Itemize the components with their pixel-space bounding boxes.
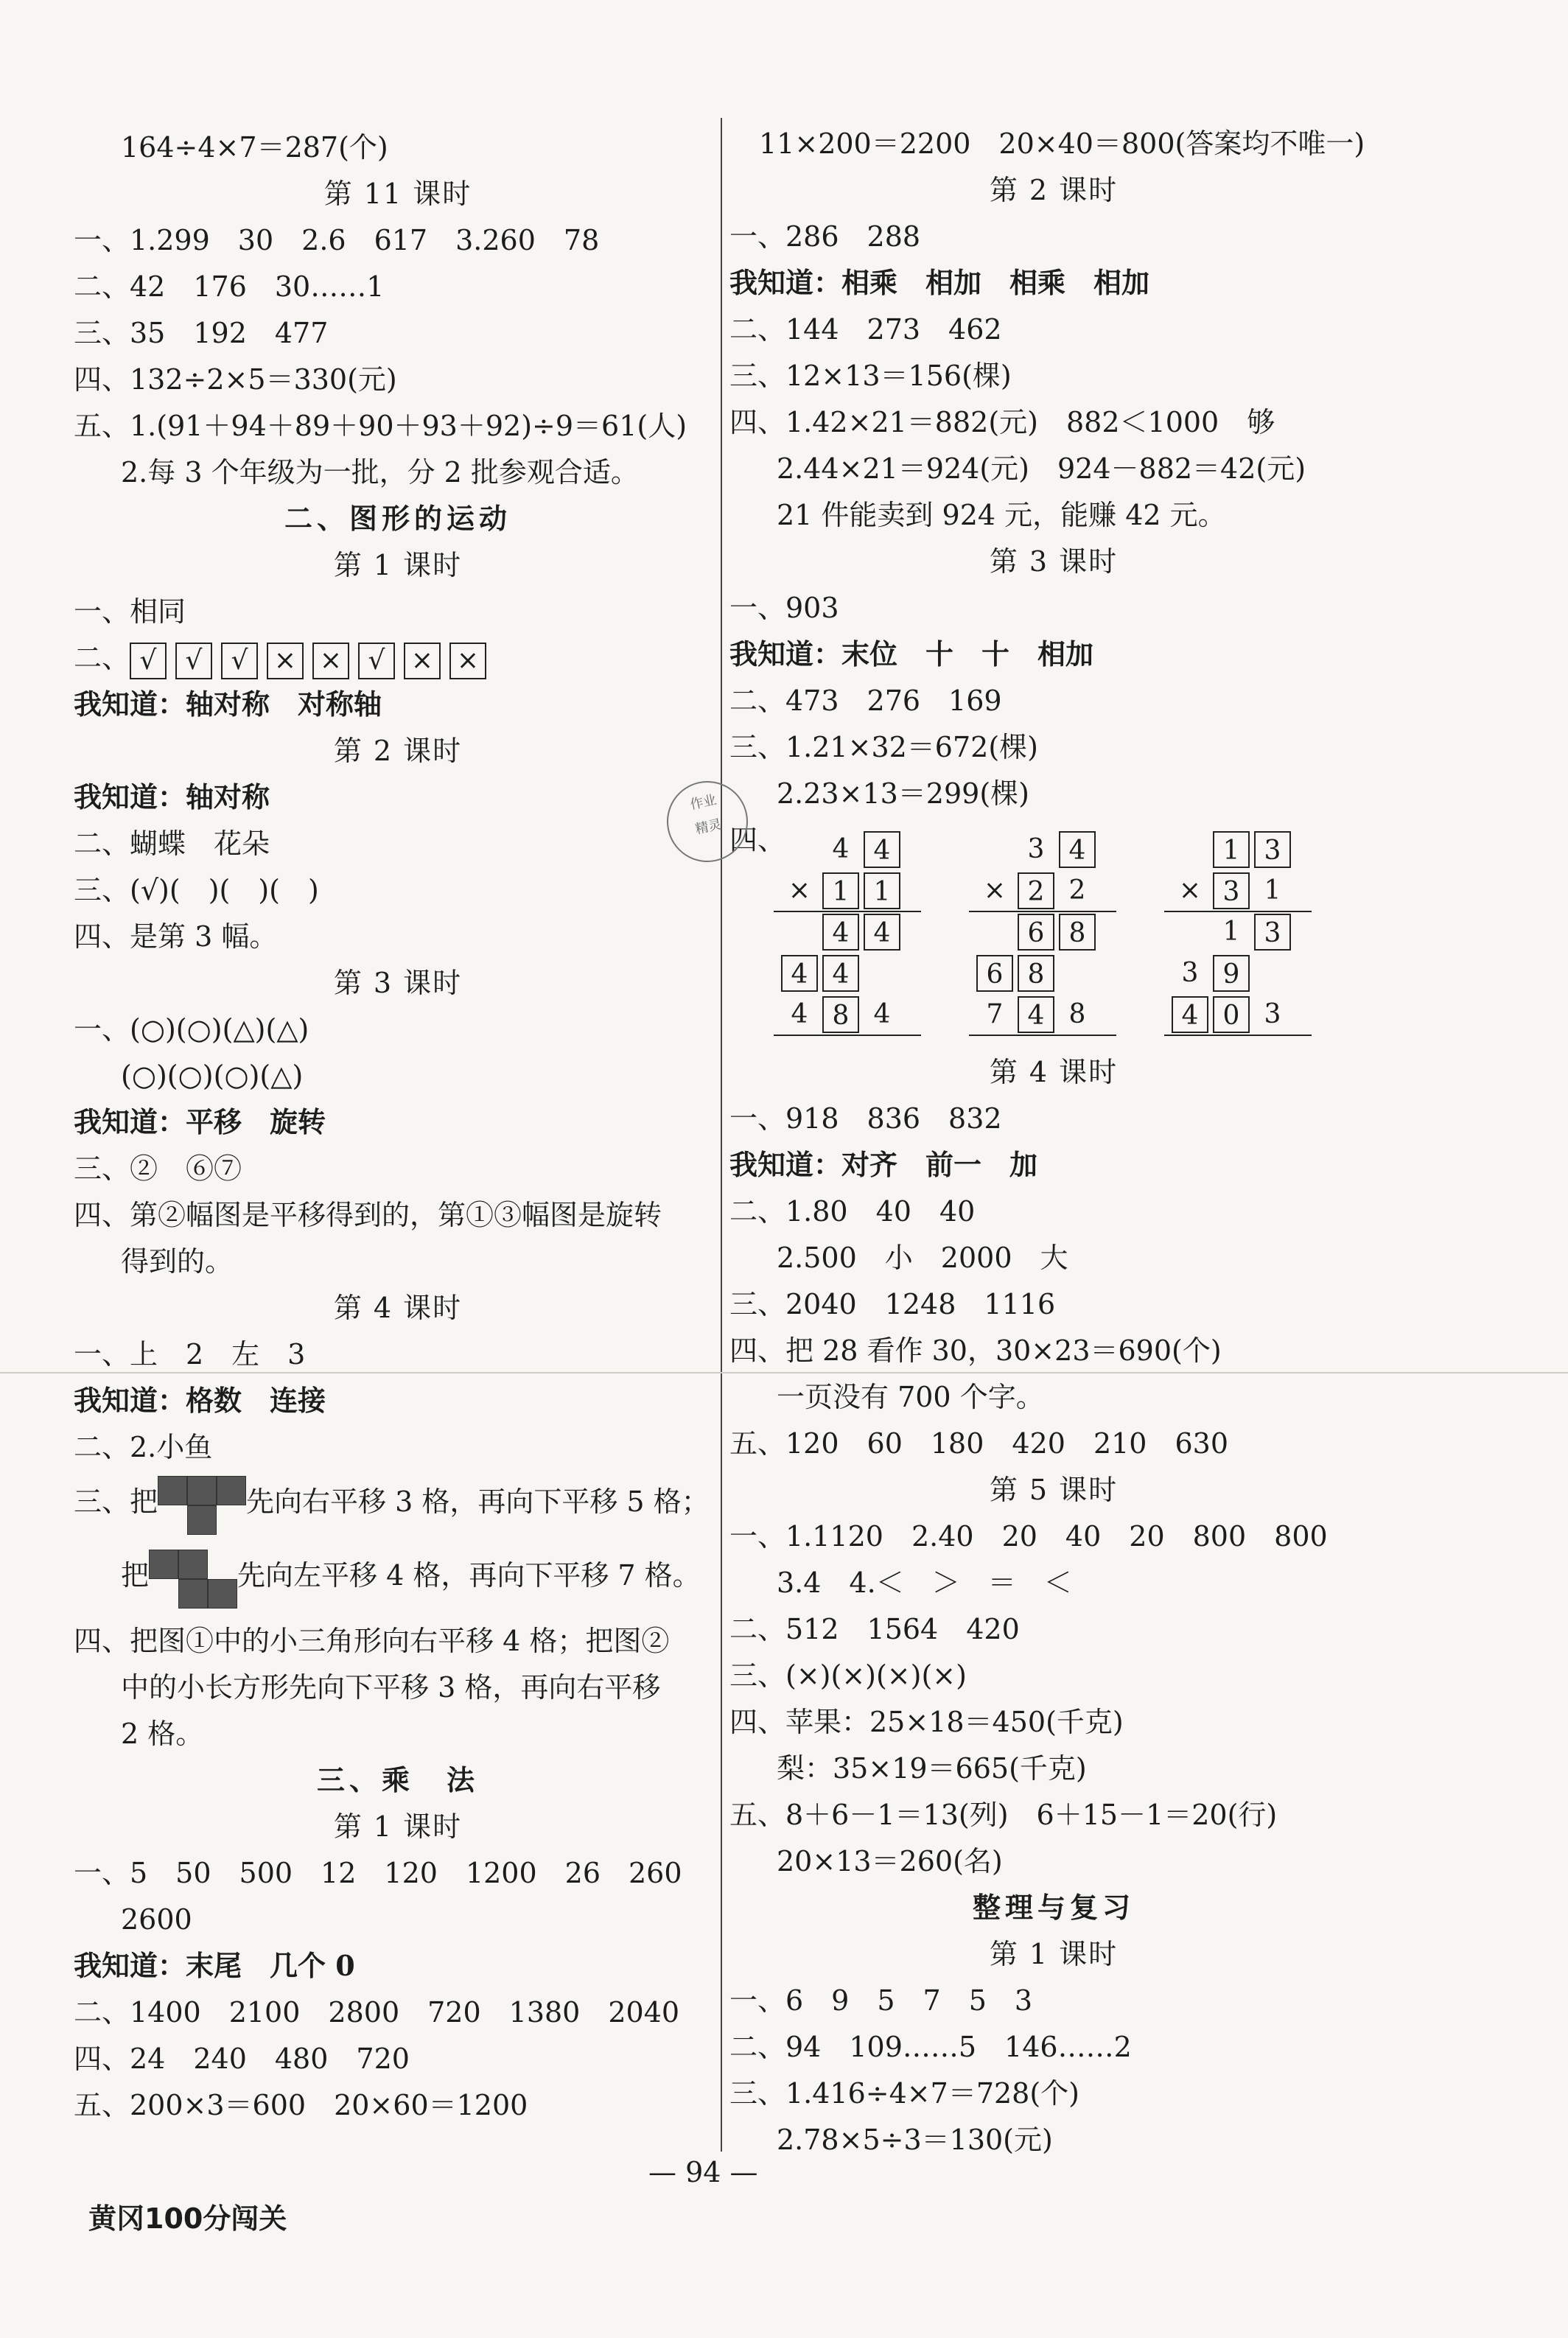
answer-text: 第 3 课时 xyxy=(333,967,463,999)
answer-text: 得到的。 xyxy=(121,1245,234,1278)
answer-line xyxy=(74,263,384,310)
tetromino-shape-icon xyxy=(149,1547,237,1610)
answer-text: 20×13＝260(名) xyxy=(777,1845,1003,1877)
answer-line xyxy=(74,170,722,217)
answer-line xyxy=(74,1191,662,1239)
answer-line xyxy=(729,1606,1020,1653)
digit: 4 xyxy=(832,834,850,864)
answer-text: 2.每 3 个年级为一批，分 2 批参观合适。 xyxy=(121,456,639,489)
digit xyxy=(1059,955,1096,992)
answer-line xyxy=(729,584,839,631)
filled-digit-box: 8 xyxy=(1059,914,1096,951)
answer-line xyxy=(729,1095,1002,1142)
answer-text: 三、(×)(×)(×)(×) xyxy=(729,1659,967,1692)
answer-text: 第 4 课时 xyxy=(989,1056,1119,1088)
answer-text: 我知道：对齐 前一 加 xyxy=(729,1148,1038,1181)
sum-line xyxy=(1164,911,1312,912)
answer-text: 一、(○)(○)(△)(△) xyxy=(74,1013,309,1046)
filled-digit-box: 3 xyxy=(1254,831,1291,868)
digit xyxy=(976,831,1013,868)
sum-line xyxy=(1164,1035,1312,1036)
answer-line xyxy=(729,1513,1328,1560)
answer-line xyxy=(729,1791,1277,1838)
answer-text: 我知道：轴对称 对称轴 xyxy=(74,687,382,721)
answer-line xyxy=(729,1188,975,1235)
answer-text: 11×200＝2200 20×40＝800(答案均不唯一) xyxy=(759,127,1365,160)
answer-line xyxy=(74,820,270,867)
filled-digit-box: 4 xyxy=(781,955,818,992)
answer-line xyxy=(74,1052,303,1099)
filled-digit-box: 8 xyxy=(822,996,859,1033)
answer-text: 三、1.21×32＝672(棵) xyxy=(729,731,1038,763)
answer-text: 2.500 小 2000 大 xyxy=(777,1242,1068,1274)
answer-line xyxy=(74,913,277,960)
answer-text: 第 2 课时 xyxy=(989,174,1119,206)
answer-text: 一、1.299 30 2.6 617 3.260 78 xyxy=(74,224,600,256)
filled-digit-box: 4 xyxy=(822,955,859,992)
answer-line xyxy=(74,1664,660,1711)
answer-text: 2.44×21＝924(元) 924－882＝42(元) xyxy=(777,452,1306,485)
sum-line xyxy=(774,1035,921,1036)
brand-logo: 黄冈100分闯关 xyxy=(88,2202,287,2235)
digit: 7 xyxy=(986,999,1004,1029)
filled-digit-box: 3 xyxy=(1254,914,1291,951)
answer-line xyxy=(74,1710,203,1757)
answer-text: 一、相同 xyxy=(74,595,186,628)
answer-text: 2.23×13＝299(棵) xyxy=(777,777,1029,810)
answer-line xyxy=(74,1006,309,1053)
answer-text: 四、把 28 看作 30，30×23＝690(个) xyxy=(729,1334,1222,1367)
answer-text: 先向左平移 4 格，再向下平移 7 格。 xyxy=(237,1559,701,1592)
answer-line xyxy=(729,445,1306,492)
filled-digit-box: 4 xyxy=(1018,996,1054,1033)
answer-text: 三、乘 法 xyxy=(316,1763,479,1796)
watermark-stamp: 作业 精灵 xyxy=(659,774,755,869)
answer-line xyxy=(729,491,1226,539)
answer-text: 第 2 课时 xyxy=(333,735,463,767)
answer-text: 中的小长方形先向下平移 3 格，再向右平移 xyxy=(121,1671,661,1704)
digit: 4 xyxy=(791,999,808,1029)
digit xyxy=(864,955,900,992)
answer-line xyxy=(74,1544,701,1607)
answer-line xyxy=(729,1698,1124,1746)
judgement-box: √ xyxy=(221,643,258,679)
sum-line xyxy=(969,911,1116,912)
answer-text: 四、第②幅图是平移得到的，第①③幅图是旋转 xyxy=(74,1199,662,1231)
answer-line xyxy=(729,1838,1003,1885)
judgement-box: √ xyxy=(130,643,167,679)
judgement-boxes xyxy=(130,643,486,679)
answer-line xyxy=(729,2023,1132,2071)
answer-line xyxy=(729,259,1149,307)
answer-line xyxy=(74,402,687,449)
digit xyxy=(976,914,1013,951)
answer-text: 21 件能卖到 924 元，能赚 42 元。 xyxy=(777,499,1226,531)
answer-line xyxy=(729,1466,1378,1513)
digit: 8 xyxy=(1068,999,1086,1029)
digit xyxy=(781,914,818,951)
answer-text: 三、(√)( )( )( ) xyxy=(74,874,319,906)
sum-line xyxy=(774,911,921,912)
filled-digit-box: 8 xyxy=(1018,955,1054,992)
page-crease xyxy=(0,1372,1568,1373)
answer-text: 一、903 xyxy=(729,592,839,624)
digit: 2 xyxy=(1068,875,1086,906)
answer-line xyxy=(729,1373,1044,1421)
answer-text: 一、5 50 500 12 120 1200 26 260 xyxy=(74,1857,682,1889)
page-number: — 94 — xyxy=(648,2156,758,2188)
answer-text: 我知道：相乘 相加 相乘 相加 xyxy=(729,266,1150,299)
answer-text: 二、1400 2100 2800 720 1380 2040 xyxy=(74,1996,680,2029)
answer-line xyxy=(729,1977,1032,2024)
answer-line xyxy=(729,1420,1228,1467)
answer-line xyxy=(74,2082,528,2129)
answer-text: 三、12×13＝156(棵) xyxy=(729,360,1012,392)
answer-text: 一页没有 700 个字。 xyxy=(777,1381,1044,1413)
answer-line xyxy=(74,634,486,682)
answer-text: 四、24 240 480 720 xyxy=(74,2043,410,2075)
filled-digit-box: 1 xyxy=(1213,831,1250,868)
judgement-box: × xyxy=(404,643,441,679)
digit: 3 xyxy=(1027,834,1045,864)
answer-text: 我知道：格数 连接 xyxy=(74,1384,326,1417)
answer-line xyxy=(729,1745,1087,1792)
answer-text: 五、1.(91＋94＋89＋90＋93＋92)÷9＝61(人) xyxy=(74,410,687,442)
answer-text: 三、② ⑥⑦ xyxy=(74,1152,242,1185)
answer-text: 二、2.小鱼 xyxy=(74,1431,213,1463)
answer-line xyxy=(729,1652,967,1699)
answer-text: 第 5 课时 xyxy=(989,1474,1119,1506)
answer-line xyxy=(74,1145,242,1192)
answer-line xyxy=(729,1141,1037,1189)
answer-text: 2600 xyxy=(121,1903,192,1936)
digit: × xyxy=(788,875,811,906)
answer-text: 我知道：末位 十 十 相加 xyxy=(729,637,1094,671)
digit: 1 xyxy=(1222,917,1240,947)
judgement-box: × xyxy=(267,643,304,679)
answer-text: 二、蝴蝶 花朵 xyxy=(74,827,270,860)
answer-text: 先向右平移 3 格，再向下平移 5 格； xyxy=(246,1485,710,1518)
filled-digit-box: 6 xyxy=(976,955,1013,992)
answer-text: 三、35 192 477 xyxy=(74,317,329,349)
answer-line xyxy=(729,1327,1222,1374)
answer-text: 2 格。 xyxy=(121,1718,204,1750)
answer-text: 第 1 课时 xyxy=(989,1938,1119,1970)
answer-line xyxy=(74,1989,679,2036)
answer-text: 一、6 9 5 7 5 3 xyxy=(729,1984,1033,2017)
answer-text: 我知道：轴对称 xyxy=(74,780,270,813)
answer-text: 五、120 60 180 420 210 630 xyxy=(729,1427,1229,1460)
answer-line xyxy=(74,542,722,589)
answer-text: 梨：35×19＝665(千克) xyxy=(777,1752,1087,1785)
answer-line xyxy=(74,1470,710,1533)
answer-text: 第 1 课时 xyxy=(333,1810,463,1843)
answer-text: 整理与复习 xyxy=(972,1891,1135,1924)
answer-line xyxy=(74,217,599,264)
answer-text: 五、8＋6－1＝13(列) 6＋15－1＝20(行) xyxy=(729,1799,1278,1831)
answer-line xyxy=(729,167,1378,214)
answer-line xyxy=(74,867,319,914)
answer-line xyxy=(74,1424,212,1471)
answer-text: 一、上 2 左 3 xyxy=(74,1338,306,1371)
answer-line xyxy=(74,1896,192,1943)
judgement-box: × xyxy=(449,643,486,679)
answer-text: 二、 xyxy=(74,642,130,674)
answer-line xyxy=(74,2035,410,2082)
answer-text: 我知道：末尾 几个 0 xyxy=(74,1949,355,1982)
filled-digit-box: 4 xyxy=(864,831,900,868)
answer-text: 二、512 1564 420 xyxy=(729,1613,1020,1645)
answer-line xyxy=(74,449,639,496)
answer-line xyxy=(729,120,1365,167)
answer-text: 二、42 176 30……1 xyxy=(74,270,385,303)
answer-text: 五、200×3＝600 20×60＝1200 xyxy=(74,2089,528,2121)
answer-line xyxy=(729,538,1378,585)
filled-digit-box: 6 xyxy=(1018,914,1054,951)
filled-digit-box: 2 xyxy=(1018,872,1054,909)
answer-text: 3.4 4.＜ ＞ ＝ ＜ xyxy=(777,1567,1072,1599)
answer-text: 三、把 xyxy=(74,1485,158,1518)
answer-line xyxy=(729,631,1093,678)
answer-line xyxy=(74,1849,682,1897)
answer-line xyxy=(74,1331,305,1378)
digit: 4 xyxy=(873,999,891,1029)
answer-line xyxy=(74,774,270,821)
answer-text: 第 4 课时 xyxy=(333,1292,463,1324)
answer-text: 四、 xyxy=(729,824,786,856)
answer-text: 四、1.42×21＝882(元) 882＜1000 够 xyxy=(729,406,1275,438)
answer-line xyxy=(74,1284,722,1331)
sum-line xyxy=(969,1035,1116,1036)
answer-line xyxy=(729,1281,1055,1328)
answer-text: (○)(○)(○)(△) xyxy=(121,1060,304,1092)
answer-line xyxy=(74,1377,326,1424)
digit: × xyxy=(983,875,1007,906)
filled-digit-box: 4 xyxy=(1172,996,1208,1033)
digit: × xyxy=(1178,875,1202,906)
answer-line xyxy=(729,352,1012,399)
judgement-box: × xyxy=(312,643,349,679)
digit xyxy=(781,831,818,868)
answer-line xyxy=(74,1099,326,1146)
answer-line xyxy=(74,309,328,357)
filled-digit-box: 4 xyxy=(1059,831,1096,868)
answer-text: 我知道：平移 旋转 xyxy=(74,1105,326,1138)
judgement-box: √ xyxy=(358,643,395,679)
answer-line xyxy=(74,124,388,171)
answer-line xyxy=(74,1803,722,1850)
digit xyxy=(1172,914,1208,951)
answer-line xyxy=(729,1049,1378,1096)
digit xyxy=(1254,955,1291,992)
answer-text: 三、2040 1248 1116 xyxy=(729,1288,1056,1320)
answer-line xyxy=(729,1931,1378,1978)
tetromino-shape-icon xyxy=(158,1473,246,1536)
answer-text: 四、把图①中的小三角形向右平移 4 格；把图② xyxy=(74,1625,670,1657)
answer-text: 164÷4×7＝287(个) xyxy=(121,131,388,164)
answer-line xyxy=(74,1238,233,1285)
answer-line xyxy=(74,1757,722,1804)
answer-text: 二、144 273 462 xyxy=(729,313,1002,346)
answer-line xyxy=(729,1559,1072,1606)
answer-text: 三、1.416÷4×7＝728(个) xyxy=(729,2077,1080,2110)
answer-line xyxy=(729,306,1002,353)
answer-line xyxy=(729,1234,1068,1281)
answer-text: 四、是第 3 幅。 xyxy=(74,920,278,953)
answer-text: 二、1.80 40 40 xyxy=(729,1195,976,1228)
filled-digit-box: 0 xyxy=(1213,996,1250,1033)
filled-digit-box: 1 xyxy=(864,872,900,909)
answer-line xyxy=(729,213,920,260)
answer-line xyxy=(74,681,382,728)
filled-digit-box: 1 xyxy=(822,872,859,909)
filled-digit-box: 4 xyxy=(864,914,900,951)
answer-line xyxy=(729,2116,1053,2163)
answer-text: 2.78×5÷3＝130(元) xyxy=(777,2124,1053,2156)
answer-text: 第 1 课时 xyxy=(333,549,463,581)
answer-text: 第 3 课时 xyxy=(989,545,1119,578)
answer-line xyxy=(74,495,722,542)
answer-line xyxy=(74,356,397,403)
answer-line xyxy=(729,399,1275,446)
answer-line xyxy=(729,2070,1079,2117)
answer-text: 四、苹果：25×18＝450(千克) xyxy=(729,1706,1124,1738)
digit: 3 xyxy=(1264,999,1281,1029)
digit: 1 xyxy=(1264,875,1281,906)
filled-digit-box: 9 xyxy=(1213,955,1250,992)
answer-text: 二、473 276 169 xyxy=(729,685,1002,717)
answer-text: 四、132÷2×5＝330(元) xyxy=(74,363,397,396)
answer-line xyxy=(729,724,1038,771)
answer-line xyxy=(729,677,1002,724)
answer-text: 一、286 288 xyxy=(729,220,921,253)
answer-line xyxy=(729,770,1029,817)
answer-text: 二、图形的运动 xyxy=(284,502,511,535)
answer-text: 把 xyxy=(121,1559,150,1592)
answer-text: 第 11 课时 xyxy=(323,178,472,210)
column-divider xyxy=(721,118,722,2152)
answer-line xyxy=(729,1884,1378,1931)
digit: 3 xyxy=(1181,958,1199,988)
answer-line xyxy=(74,588,186,635)
answer-text: 二、94 109……5 146……2 xyxy=(729,2031,1132,2063)
answer-text: 一、918 836 832 xyxy=(729,1102,1002,1135)
answer-line xyxy=(74,1942,355,1989)
filled-digit-box: 4 xyxy=(822,914,859,951)
answer-line xyxy=(74,959,722,1007)
answer-line xyxy=(74,1617,669,1665)
filled-digit-box: 3 xyxy=(1213,872,1250,909)
answer-line xyxy=(74,727,722,774)
answer-text: 一、1.1120 2.40 20 40 20 800 800 xyxy=(729,1520,1328,1553)
digit xyxy=(1172,831,1208,868)
judgement-box: √ xyxy=(175,643,212,679)
